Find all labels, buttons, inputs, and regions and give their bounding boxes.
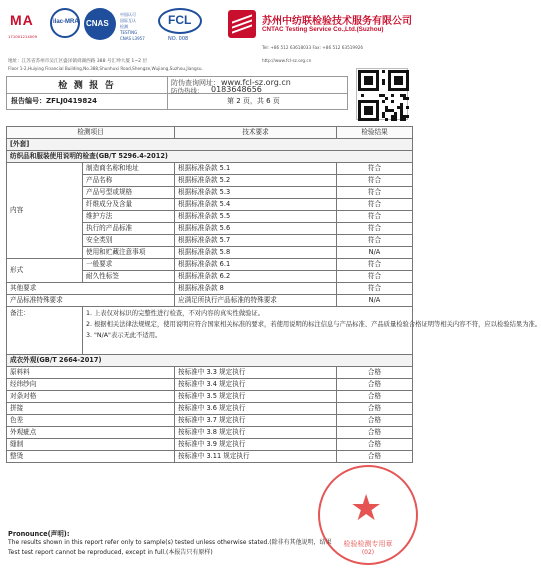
company-logo-icon [228,10,258,40]
row-result: 符合 [337,223,413,235]
row-result: N/A [337,295,413,307]
section-outer: [外套] [7,139,413,151]
report-info-box [6,76,348,110]
row-result: 符合 [337,187,413,199]
row-requirement: 根据标准条款 5.2 [175,175,337,187]
address-cn: 地址：江苏省苏州市吴江区盛泽镇舜湖西路 388 号汇坤大厦 1~2 层 [8,59,148,64]
row-item: 原料料 [7,367,175,379]
section-appearance: 成衣外观(GB/T 2664-2017) [7,355,413,367]
report-header [0,0,416,76]
seal-code: (02) [361,549,375,556]
row-item: 缝制 [7,439,175,451]
group-form: 形式 [7,259,83,283]
row-item: 维护方法 [83,211,175,223]
test-results-table [6,126,541,463]
pronounce-line: The results shown in this report refer only to sample(s) tested unless otherwise stated.(除非有其他说明，结果 [8,539,332,546]
row-item: 纤维成分及含量 [83,199,175,211]
row-item: 一般要求 [83,259,175,271]
table-row [7,163,413,175]
row-requirement: 根据标准条款 5.1 [175,163,337,175]
table-row [7,379,413,391]
verify-url-label: 防伪查询网址： [171,79,220,87]
table-row [7,451,413,463]
row-requirement: 按标准中 3.8 规定执行 [175,427,337,439]
table-row [7,391,413,403]
table-row [7,439,413,451]
hotline-number: 0183648656 [211,85,262,94]
company-name-cn: 苏州中纺联检验技术服务有限公司 [262,16,412,27]
row-item: 经纬纱向 [7,379,175,391]
header-item: 检测项目 [7,127,175,139]
row-result: 符合 [337,175,413,187]
row-item: 执行的产品标准 [83,223,175,235]
row-result: 符合 [337,235,413,247]
group-content: 内容 [7,163,83,259]
row-item: 外观疵点 [7,427,175,439]
remark-row [7,307,413,355]
row-result: 符合 [337,211,413,223]
row-result: 合格 [337,403,413,415]
row-requirement: 按标准中 3.4 规定执行 [175,379,337,391]
page-info: 第 2 页，共 6 页 [227,97,280,105]
row-requirement: 按标准中 3.5 规定执行 [175,391,337,403]
fcl-number: NO. 008 [168,36,189,42]
remark-line: 3. "N/A"表示无此不适用。 [86,332,162,339]
pronounce-title: Pronounce(声明): [8,530,70,538]
row-requirement: 根据标准条款 6.1 [175,259,337,271]
row-item: 产品号型或规格 [83,187,175,199]
row-item: 产品名称 [83,175,175,187]
cnas-logo [84,8,116,40]
row-result: N/A [337,247,413,259]
fcl-logo [158,8,204,44]
row-result: 合格 [337,367,413,379]
company-phone: Tel: +86 512 63618033 Fax: +86 512 63519926 [262,45,364,50]
remark-label: 备注： [7,307,83,355]
hotline-label: 防伪热线： [171,87,204,95]
remark-content [83,307,541,355]
header-result: 检验结果 [337,127,413,139]
section-label-check: 纺织品和服装使用说明的检查(GB/T 5296.4-2012) [7,151,413,163]
row-item: 耐久性标签 [83,271,175,283]
row-requirement: 按标准中 3.7 规定执行 [175,415,337,427]
certification-logos [8,8,208,58]
ma-logo [8,8,46,48]
row-item: 使用和贮藏注意事项 [83,247,175,259]
row-result: 合格 [337,451,413,463]
ma-number: 171001214009 [8,34,37,39]
row-result: 合格 [337,379,413,391]
official-seal-stamp [318,465,418,565]
remark-line: 2. 根据相关法律法规规定，使用说明应符合国家相关标准的要求，若使用说明的标注信息与产品标准、产品质量检验合格证明等相关内容不符，应以检验结果为准。 [86,321,541,328]
row-requirement: 根据标准条款 5.4 [175,199,337,211]
row-result: 符合 [337,271,413,283]
row-result: 合格 [337,415,413,427]
row-item: 整烫 [7,451,175,463]
table-row [7,427,413,439]
row-requirement: 应满足所执行产品标准的特殊要求 [175,295,337,307]
row-requirement: 按标准中 3.11 规定执行 [175,451,337,463]
row-result: 符合 [337,259,413,271]
row-item: 产品标准特殊要求 [7,295,175,307]
row-requirement: 根据标准条款 5.3 [175,187,337,199]
company-name-en: CNTAC Testing Service Co.,Ltd.(Suzhou) [262,26,384,33]
table-row [7,415,413,427]
table-row [7,403,413,415]
table-header-row [7,127,413,139]
cnas-label: 中国认可 国际互认 检测 TESTING CNAS L3957 [120,12,145,41]
row-requirement: 按标准中 3.9 规定执行 [175,439,337,451]
row-requirement: 按标准中 3.3 规定执行 [175,367,337,379]
ilac-mra-logo [50,8,80,38]
company-website: http://www.fcl-sz.org.cn [262,58,312,63]
remark-line: 1. 上表仅对标识的完整性进行检查，不对内容的真实性做验证。 [86,310,265,317]
row-item: 制造商名称和地址 [83,163,175,175]
table-row [7,295,413,307]
row-result: 符合 [337,163,413,175]
pronounce-line: Test test report cannot be reproduced, except in full.(本报告只有原样) [8,548,213,556]
header-requirement: 技术要求 [175,127,337,139]
row-requirement: 根据标准条款 5.5 [175,211,337,223]
ilac-logo-text: ilac-MRA [53,19,79,25]
row-item: 色差 [7,415,175,427]
cnas-logo-text: CNAS [86,19,109,28]
row-requirement: 按标准中 3.6 规定执行 [175,403,337,415]
row-item: 安全类别 [83,235,175,247]
qr-code-icon [356,68,408,120]
row-result: 合格 [337,439,413,451]
row-item: 对条对格 [7,391,175,403]
row-requirement: 根据标准条款 5.8 [175,247,337,259]
report-number: 报告编号：ZFLJ0419824 [11,97,98,105]
row-item: 拼接 [7,403,175,415]
table-row [7,367,413,379]
row-result: 合格 [337,391,413,403]
row-requirement: 根据标准条款 5.7 [175,235,337,247]
table-row [7,283,413,295]
ma-logo-text: MA [10,12,34,28]
address-en: Floor 1-2,Huiying Financial Building,No.388,Shunhuxi Road,Shengze,Wujiang,Suzhou,Jiangsu. [8,66,203,71]
pronounce-section [8,528,338,557]
row-requirement: 根据标准条款 6.2 [175,271,337,283]
verify-url: www.fcl-sz.org.cn [221,78,291,87]
table-row [7,259,413,271]
row-item: 其他要求 [7,283,175,295]
report-title: 检 测 报 告 [58,80,116,90]
row-result: 符合 [337,199,413,211]
row-requirement: 根据标准条款 5.6 [175,223,337,235]
row-result: 符合 [337,283,413,295]
seal-star-icon: ★ [350,488,383,529]
fcl-logo-text: FCL [168,13,192,27]
row-result: 合格 [337,427,413,439]
seal-text: 检验检测专用章 [343,540,393,548]
row-requirement: 根据标准条款 8 [175,283,337,295]
